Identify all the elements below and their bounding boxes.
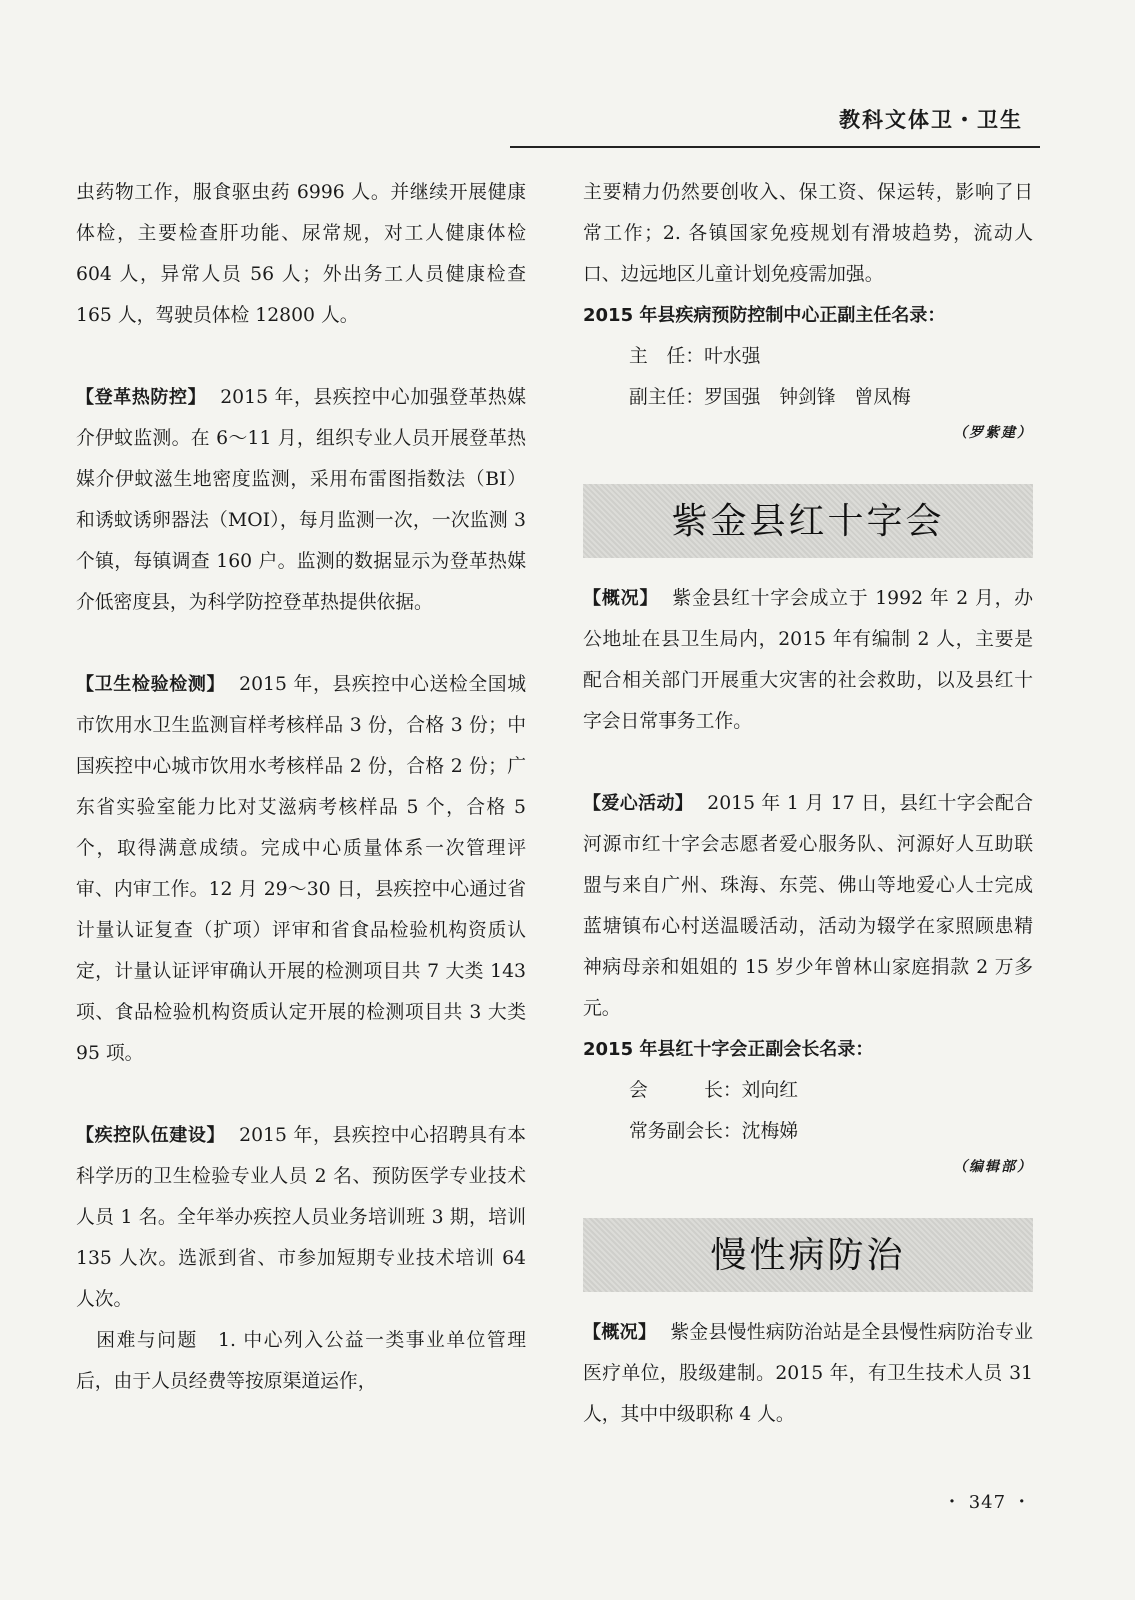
section-lead-testing: 【卫生检验检测】 <box>76 674 226 695</box>
section-banner-red-cross: 紫金县红十字会 <box>583 484 1033 558</box>
paragraph-problems: 困难与问题 1. 中心列入公益一类事业单位管理后，由于人员经费等按原渠道运作， <box>76 1330 526 1392</box>
roster-director: 主 任：叶水强 <box>629 346 761 367</box>
left-column <box>76 172 526 1402</box>
author-credit-2: （编辑部） <box>953 1159 1033 1175</box>
header-divider <box>510 146 1040 148</box>
right-column <box>583 172 1033 1435</box>
roster-vice-president: 常务副会长：沈梅娣 <box>629 1121 799 1142</box>
section-banner-chronic-disease: 慢性病防治 <box>583 1218 1033 1292</box>
author-credit-1: （罗紫建） <box>953 425 1033 441</box>
roster-title-red-cross: 2015 年县红十字会正副会长名录： <box>583 1039 874 1060</box>
paragraph-dengue: 【登革热防控】 2015 年，县疾控中心加强登革热媒介伊蚊监测。在 6～11 月，组织专业人员开展登革热媒介伊蚊滋生地密度监测，采用布雷图指数法（BI）和诱蚊诱卵器法（MOI），每月监测一次，一次监测 3 个镇，每镇调查 160 户。监测的数据显示为登革热媒介低密度县，为科学防控登革热提供依据。 <box>76 387 526 613</box>
section-lead-charity: 【爱心活动】 <box>583 793 694 814</box>
paragraph-continued: 主要精力仍然要创收入、保工资、保运转，影响了日常工作；2. 各镇国家免疫规划有滑坡趋势，流动人口、边远地区儿童计划免疫需加强。 <box>583 182 1033 285</box>
paragraph-chronic-overview: 【概况】 紫金县慢性病防治站是全县慢性病防治专业医疗单位，股级建制。2015 年，有卫生技术人员 31 人，其中中级职称 4 人。 <box>583 1322 1034 1425</box>
paragraph-red-cross-overview: 【概况】 紫金县红十字会成立于 1992 年 2 月，办公地址在县卫生局内，2015 年有编制 2 人，主要是配合相关部门开展重大灾害的社会救助，以及县红十字会日常事务工作。 <box>583 588 1033 732</box>
paragraph-deworming: 虫药物工作，服食驱虫药 6996 人。并继续开展健康体检，主要检查肝功能、尿常规，对工人健康体检 604 人，异常人员 56 人；外出务工人员健康检查 165 人，驾驶员体检 12800 人。 <box>76 182 526 326</box>
roster-deputies: 副主任：罗国强 钟剑锋 曾凤梅 <box>629 387 911 408</box>
paragraph-testing: 【卫生检验检测】 2015 年，县疾控中心送检全国城市饮用水卫生监测盲样考核样品 3 份，合格 3 份；中国疾控中心城市饮用水考核样品 2 份，合格 2 份；广东省实验室能力比对艾滋病考核样品 5 个，合格 5 个，取得满意成绩。完成中心质量体系一次管理评审、内审工作。12 月 29～30 日，县疾控中心通过省计量认证复查（扩项）评审和省食品检验机构资质认定，计量认证评审确认开展的检测项目共 7 大类 143 项、食品检验机构资质认定开展的检测项目共 3 大类 95 项。 <box>76 674 526 1064</box>
section-lead-overview: 【概况】 <box>583 588 659 609</box>
paragraph-charity: 【爱心活动】 2015 年 1 月 17 日，县红十字会配合河源市红十字会志愿者爱心服务队、河源好人互助联盟与来自广州、珠海、东莞、佛山等地爱心人士完成蓝塘镇布心村送温暖活动，活动为辍学在家照顾患精神病母亲和姐姐的 15 岁少年曾林山家庭捐款 2 万多元。 <box>583 793 1034 1019</box>
running-header: 教科文体卫・卫生 <box>839 108 1023 132</box>
roster-president: 会 长：刘向红 <box>629 1080 799 1101</box>
section-lead-chronic: 【概况】 <box>583 1322 657 1343</box>
paragraph-team: 【疾控队伍建设】 2015 年，县疾控中心招聘具有本科学历的卫生检验专业人员 2 名、预防医学专业技术人员 1 名。全年举办疾控人员业务培训班 3 期，培训 135 人次。选派到省、市参加短期专业技术培训 64 人次。 <box>76 1125 526 1310</box>
section-lead-dengue: 【登革热防控】 <box>76 387 207 408</box>
roster-title-cdc: 2015 年县疾病预防控制中心正副主任名录： <box>583 305 946 326</box>
page-number: ・ 347 ・ <box>943 1492 1032 1513</box>
section-lead-team: 【疾控队伍建设】 <box>76 1125 226 1146</box>
